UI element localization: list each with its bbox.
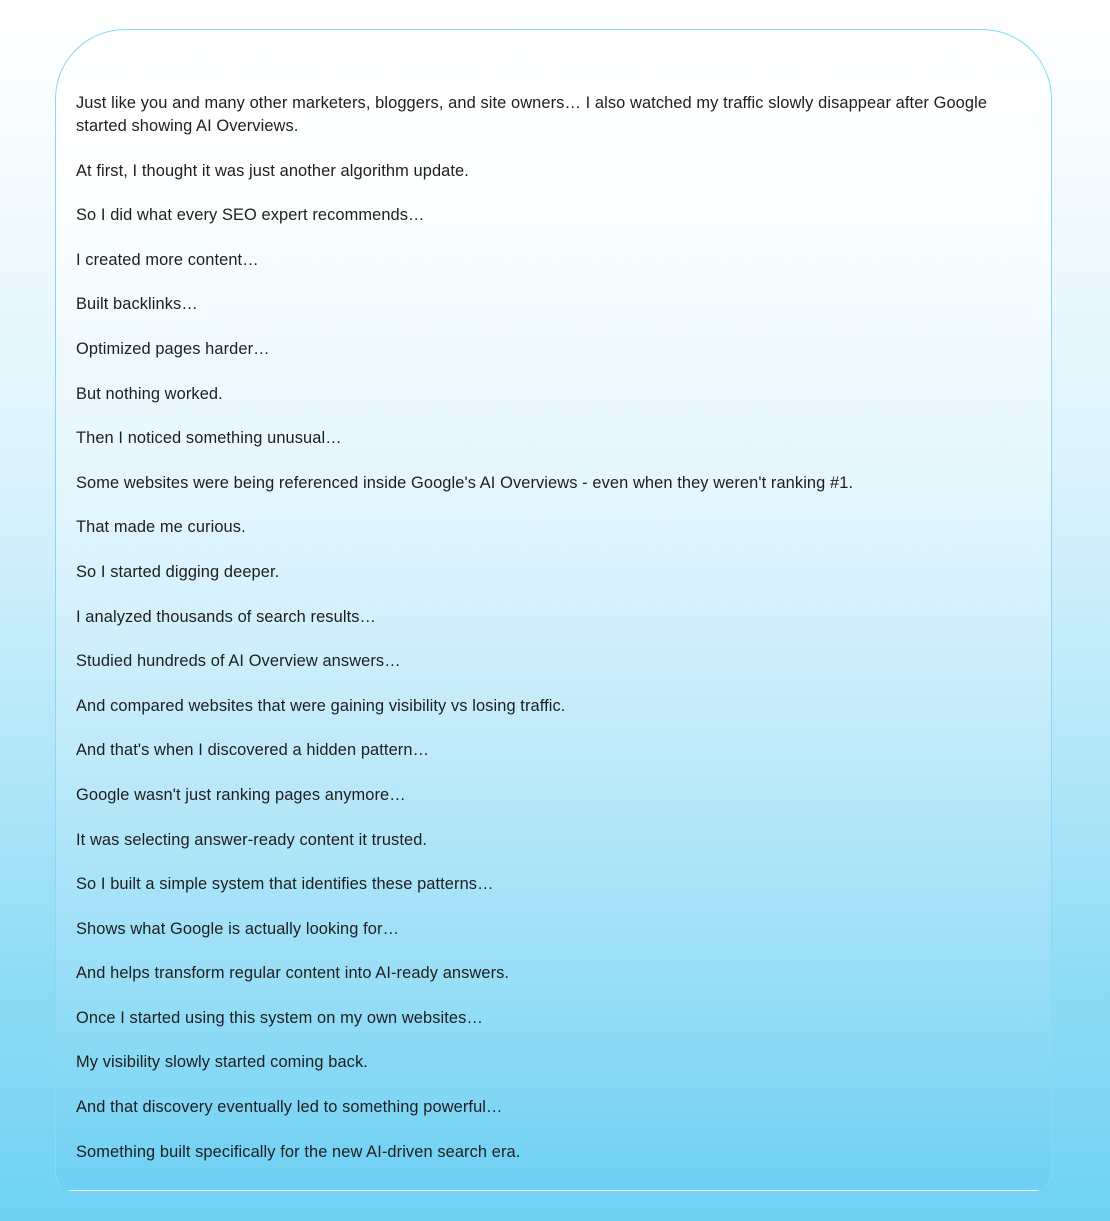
paragraph: So I started digging deeper. <box>76 562 280 581</box>
paragraph: And helps transform regular content into AI-ready answers. <box>76 964 510 983</box>
story-card <box>55 29 1052 1191</box>
paragraph: At first, I thought it was just another algorithm update. <box>76 161 469 180</box>
paragraph: Studied hundreds of AI Overview answers… <box>76 652 401 671</box>
paragraph: But nothing worked. <box>76 384 223 403</box>
paragraph: And compared websites that were gaining visibility vs losing traffic. <box>76 696 566 715</box>
paragraph: And that discovery eventually led to something powerful… <box>76 1098 503 1117</box>
paragraph: And that's when I discovered a hidden pattern… <box>76 741 430 760</box>
paragraph: My visibility slowly started coming back. <box>76 1053 368 1072</box>
paragraph: Once I started using this system on my own websites… <box>76 1008 483 1027</box>
paragraph: I created more content… <box>76 250 259 269</box>
paragraph: So I did what every SEO expert recommends… <box>76 206 425 225</box>
paragraph-intro: Just like you and many other marketers, bloggers, and site owners… I also watched my traffic slowly disappear after Google started showing AI Overviews. <box>76 94 988 135</box>
paragraph: Optimized pages harder… <box>76 339 270 358</box>
paragraph: Google wasn't just ranking pages anymore… <box>76 785 406 804</box>
paragraph: So I built a simple system that identifies these patterns… <box>76 875 494 894</box>
paragraph: I analyzed thousands of search results… <box>76 607 377 626</box>
paragraph: Some websites were being referenced inside Google's AI Overviews - even when they weren't ranking #1. <box>76 473 854 492</box>
paragraph: That made me curious. <box>76 518 246 537</box>
paragraph: Built backlinks… <box>76 295 198 314</box>
paragraph: Then I noticed something unusual… <box>76 429 342 448</box>
paragraph: It was selecting answer-ready content it trusted. <box>76 830 428 849</box>
paragraph: Shows what Google is actually looking for… <box>76 919 400 938</box>
paragraph-closing: Something built specifically for the new AI-driven search era. <box>76 1142 521 1161</box>
